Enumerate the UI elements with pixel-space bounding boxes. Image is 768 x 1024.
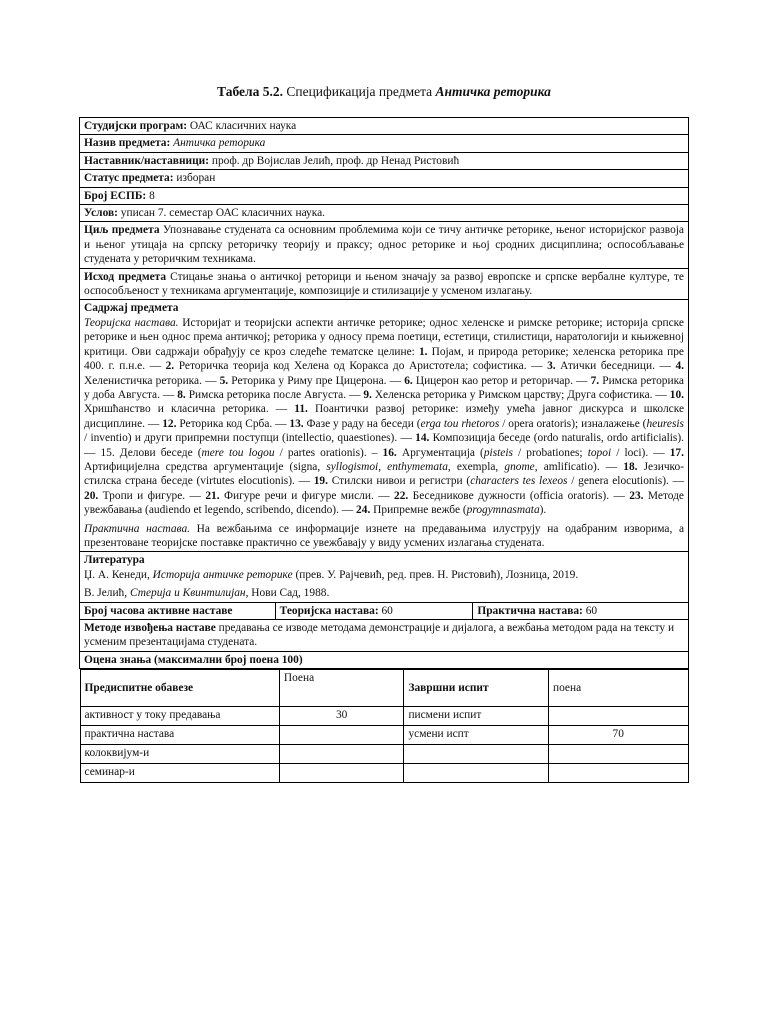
active-hours-label: Број часова активне наставе [84, 604, 233, 617]
literature-item: В. Јелић, Стерија и Квинтилијан, Нови Сад, 1988. [84, 587, 330, 600]
ects-row: Број ЕСПБ: 8 [80, 187, 689, 204]
course-spec-table [79, 117, 689, 783]
grading-table [80, 669, 689, 783]
methods-row: Методе извођења наставе предавања се изводе методама демонстрације и дијалога, а вежбања методом рада на тексту и усменим презентацијама студената. [80, 620, 689, 652]
teachers-row: Наставник/наставници: проф. др Војислав Јелић, проф. др Ненад Ристовић [80, 152, 689, 169]
condition-row: Услов: уписан 7. семестар ОАС класичних наука. [80, 205, 689, 222]
pre-exam-header: Предиспитне обавезе [84, 682, 194, 695]
theory-hours-value: 60 [378, 604, 393, 617]
goal-row: Циљ предмета Упознавање студената са основним проблемима који се тичу античке реторике, њеног историјског развоја и њеног утицаја на српску реторичку теорију и праксу; однос реторике и њој сродних дисциплина; оспособљавање студената у реторичким техникама. [80, 222, 689, 268]
practice-hours-value: 60 [582, 604, 598, 617]
theory-paragraph: Теоријска настава. Историјат и теоријски аспекти античке реторике; однос хеленске и римске реторике; историја српске реторике и њен однос према античкој; реторика у односу према поетици, естетици, стилистици, наратологији и књижевној критици. Ови садржаји обрађују се кроз следеће тематске целине: 1. Појам, и природа реторике; хеленска реторика пре 400. г. п.н.е. — 2. Реторичка теорија код Хелена од Коракса до Аристотела; софистика. — 3. Атички беседници. — 4. Хеленистичка реторика. — 5. Реторика у Риму пре Цицерона. — 6. Цицерон као ретор и реторичар. — 7. Римска реторика у доба Августа. — 8. Римска реторика после Августа. — 9. Хеленска реторика у Римском царству; Друга софистика. — 10. Хришћанство и класична реторика. — 11. Поантички развој реторике: између умећа јавног дискурса и школске дисциплине. — 12. Реторика код Срба. — 13. Фазе у раду на беседи (erga tou rhetoros / opera oratoris); изналажење (heuresis / inventio) и други припремни поступци (intellectio, quaestiones). — 14. Композиција беседе (ordo naturalis, ordo artificialis). — 15. Делови беседе (mere tou logou / partes orationis). – 16. Аргументација (pisteis / probationes; topoi / loci). — 17. Артифицијелна средства аргументације (signa, syllogismoi, enthymemata, exempla, gnome, amlificatio). — 18. Језичко-стилска страна беседе (virtutes elocutionis). — 19. Стилски нивои и регистри (characters tes lexeos / genera elocutionis). — 20. Тропи и фигуре. — 21. Фигуре речи и фигуре мисли. — 22. Беседникове дужности (officia oratoris). — 23. Методе увежбавања (audiendo et legendo, scribendo, dicendo). — 24. Припремне вежбе (progymnasmata). [84, 316, 685, 517]
literature-row [80, 552, 689, 602]
grading-row-item: колоквијум-и [80, 745, 688, 764]
literature-label: Литература [84, 554, 145, 567]
outcome-row: Исход предмета Стицање знања о античкој реторици и њеном значају за развој европске и српске вербалне културе, те оспособљеност у техникама аргументације, композиције и стилизације у усменом излагању. [80, 268, 689, 300]
final-exam-header: Завршни испит [408, 682, 489, 695]
practice-paragraph: Практична настава. На вежбањима се информације изнете на предавањима илуструју на одабраним изворима, а презентоване теоријске поставке практично се увежбавају у виду усмених излагања студената. [84, 522, 685, 549]
grading-row-item: практична настава усмени испт 70 [80, 726, 688, 745]
content-label: Садржај предмета [84, 302, 179, 315]
points-header: поена [552, 682, 582, 695]
grading-row-item: активност у току предавања 30 писмени испит [80, 707, 688, 726]
literature-item: Џ. А. Кенеди, Историја античке реторике (прев. У. Рајчевић, ред. прев. Н. Ристовић), Лозница, 2019. [84, 568, 579, 581]
program-row: Студијски програм: ОАС класичних наука [80, 118, 689, 135]
page-title: Табела 5.2. Спецификација предмета Античка реторика [217, 84, 551, 99]
content-row [80, 300, 689, 552]
grading-label-row: Оцена знања (максимални број поена 100) [80, 651, 689, 668]
status-row: Статус предмета: изборан [80, 170, 689, 187]
course-name-row: Назив предмета: Античка реторика [80, 135, 689, 152]
grading-row-item: семинар-и [80, 764, 688, 783]
grading-header-row [80, 670, 688, 707]
points-header: Поена [283, 672, 315, 685]
grading-row [80, 669, 689, 784]
hours-row: Број часова активне наставе Теоријска настава: 60 Практична настава: 60 [80, 602, 689, 619]
